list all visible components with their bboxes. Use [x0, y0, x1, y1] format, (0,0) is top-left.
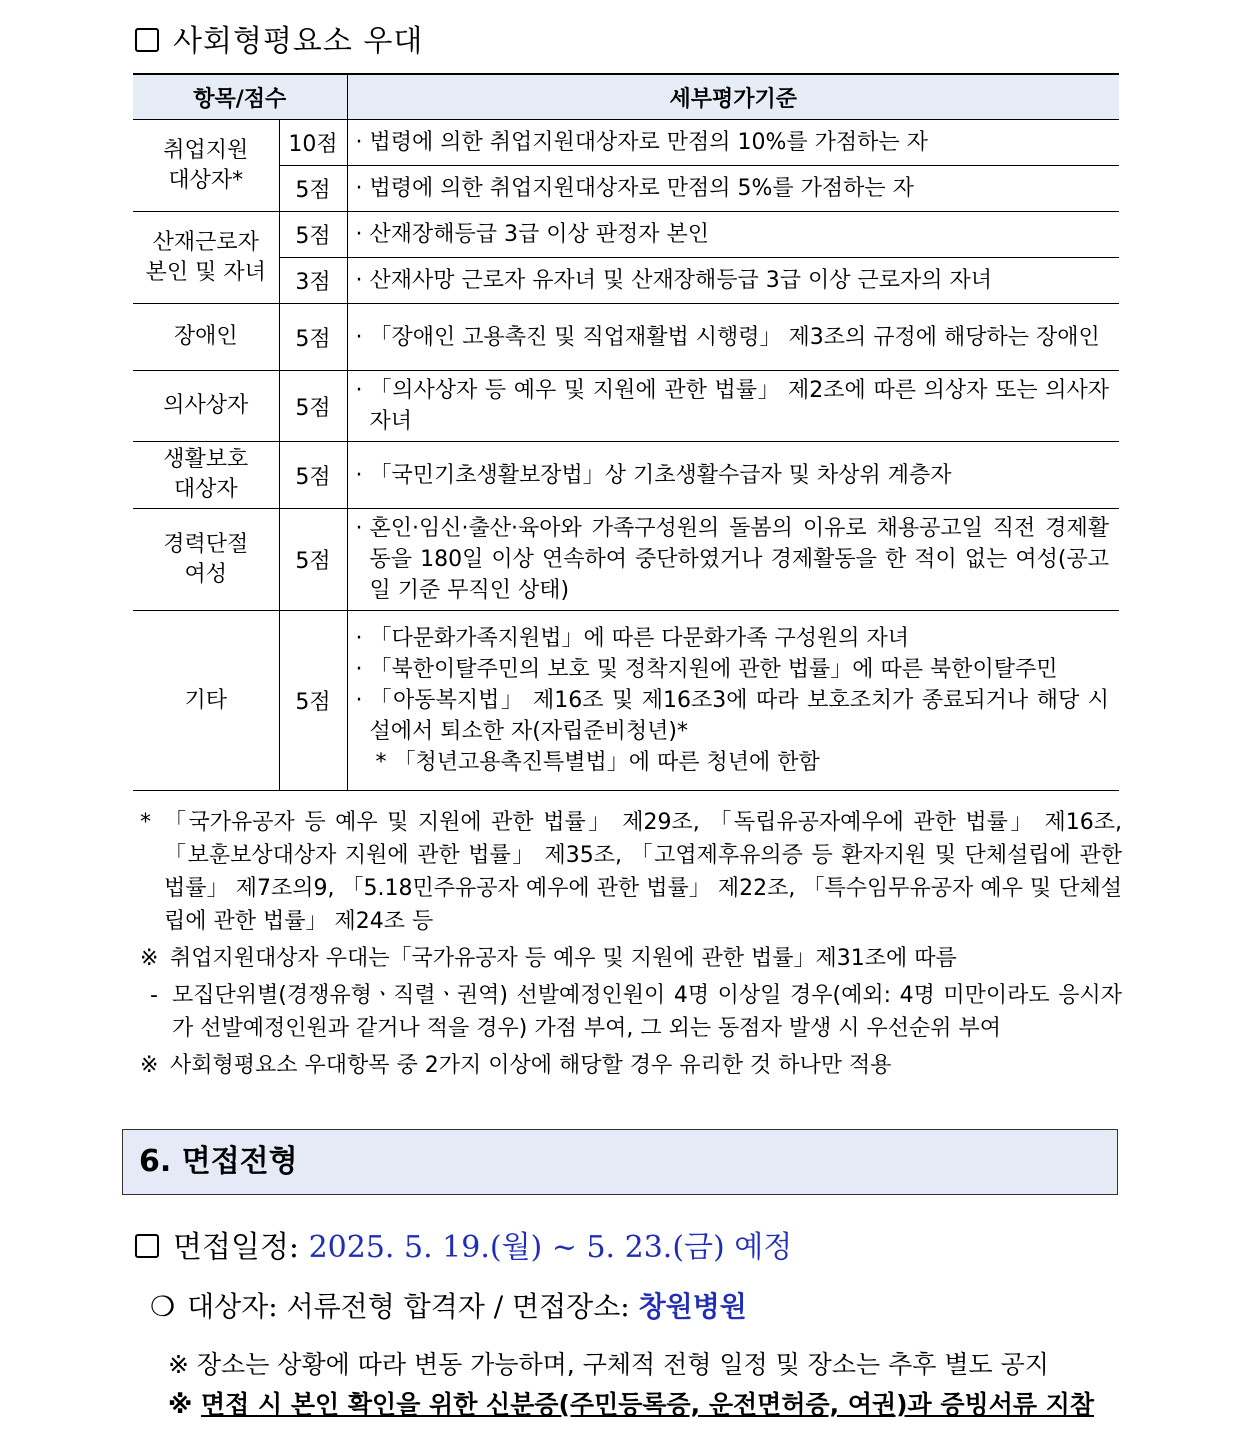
note-ref2: ※ 사회형평요소 우대항목 중 2가지 이상에 해당할 경우 유리한 것 하나만 적용: [140, 1053, 892, 1078]
row-points: 5점: [279, 371, 347, 442]
table-row: [133, 166, 1119, 212]
row-category: 생활보호 대상자: [133, 442, 279, 509]
row-category: 취업지원 대상자*: [133, 120, 279, 212]
row-points: 3점: [279, 258, 347, 304]
row-points: 5점: [279, 212, 347, 258]
row-criteria: · 산재사망 근로자 유자녀 및 산재장해등급 3급 이상 근로자의 자녀: [347, 258, 1119, 304]
notes: [140, 806, 1122, 1082]
header-criteria: 세부평가기준: [347, 74, 1119, 120]
subnote: * 「청년고용촉진특별법」에 따른 청년에 한함: [375, 750, 820, 775]
row-points: 5점: [279, 611, 347, 791]
table-row: [133, 258, 1119, 304]
table-row: [133, 371, 1119, 442]
row-category: 장애인: [133, 304, 279, 371]
row-criteria: · 「장애인 고용촉진 및 직업재활법 시행령」 제3조의 규정에 해당하는 장애인: [347, 304, 1119, 371]
interview-target: [150, 1285, 747, 1325]
interview-schedule: [135, 1222, 792, 1266]
target-label: 대상자: 서류전형 합격자 / 면접장소:: [187, 1290, 630, 1323]
criteria-table: [133, 73, 1119, 791]
row-category: 기타: [133, 611, 279, 791]
row-criteria: · 「국민기초생활보장법」상 기초생활수급자 및 차상위 계층자: [347, 442, 1119, 509]
row-category: 산재근로자 본인 및 자녀: [133, 212, 279, 304]
note-dash: - 모집단위별(경쟁유형ㆍ직렬ㆍ권역) 선발예정인원이 4명 이상일 경우(예외: 4명 미만이라도 응시자가 선발예정인원과 같거나 적을 경우) 가점 부여, 그 외는 동점자 발생 시 우선순위 부여: [150, 983, 1122, 1041]
footnote-star: * 「국가유공자 등 예우 및 지원에 관한 법률」 제29조, 「독립유공자예우에 관한 법률」 제16조, 「보훈보상대상자 지원에 관한 법률」 제35조, 「고엽제후유의증 등 환자지원 및 단체설립에 관한 법률」 제7조의9, 「5.18민주유공자 예우에 관한 법률」 제22조, 「특수임무유공자 예우 및 단체설립에 관한 법률」 제24조 등: [140, 810, 1122, 934]
section-6-title: 6. 면접전형: [122, 1129, 1118, 1195]
checkbox-square-icon: [135, 28, 159, 52]
checkbox-square-icon: [135, 1234, 159, 1258]
table-row: [133, 611, 1119, 791]
table-header-row: [133, 74, 1119, 120]
row-points: 5점: [279, 304, 347, 371]
table-row: [133, 509, 1119, 611]
interview-label: 면접일정:: [173, 1230, 300, 1265]
interview-footnote-1: ※ 장소는 상황에 따라 변동 가능하며, 구체적 전형 일정 및 장소는 추후 별도 공지: [168, 1350, 1049, 1379]
table-row: [133, 304, 1119, 371]
row-criteria: · 「의사상자 등 예우 및 지원에 관한 법률」 제2조에 따른 의상자 또는 의사자 자녀: [347, 371, 1119, 442]
row-points: 5점: [279, 509, 347, 611]
interview-date: 2025. 5. 19.(월) ~ 5. 23.(금) 예정: [308, 1230, 793, 1265]
circle-bullet-icon: ❍: [150, 1290, 176, 1323]
row-category: 경력단절 여성: [133, 509, 279, 611]
row-criteria: · 법령에 의한 취업지원대상자로 만점의 5%를 가점하는 자: [347, 166, 1119, 212]
row-criteria: · 법령에 의한 취업지원대상자로 만점의 10%를 가점하는 자: [347, 120, 1119, 166]
note-ref1: ※ 취업지원대상자 우대는「국가유공자 등 예우 및 지원에 관한 법률」제31조에 따름: [140, 946, 957, 971]
section-heading-text: 사회형평요소 우대: [173, 24, 424, 59]
row-points: 10점: [279, 120, 347, 166]
row-criteria: · 산재장해등급 3급 이상 판정자 본인: [347, 212, 1119, 258]
interview-footnote-2: ※ 면접 시 본인 확인을 위한 신분증(주민등록증, 운전면허증, 여권)과 증빙서류 지참: [168, 1390, 1095, 1419]
section-heading: [135, 16, 423, 60]
row-points: 5점: [279, 166, 347, 212]
row-criteria: · 「다문화가족지원법」에 따른 다문화가족 구성원의 자녀 · 「북한이탈주민의 보호 및 정착지원에 관한 법률」에 따른 북한이탈주민 · 「아동복지법」 제16조 및 제16조3에 따라 보호조치가 종료되거나 해당 시설에서 퇴소한 자(자립준비청년)* * 「청년고용촉진특별법」에 따른 청년에 한함: [347, 611, 1119, 791]
header-category-points: 항목/점수: [133, 74, 347, 120]
table-row: [133, 120, 1119, 166]
table-row: [133, 442, 1119, 509]
interview-place: 창원병원: [638, 1290, 747, 1323]
row-criteria: · 혼인·임신·출산·육아와 가족구성원의 돌봄의 이유로 채용공고일 직전 경제활동을 180일 이상 연속하여 중단하였거나 경제활동을 한 적이 없는 여성(공고일 기준 무직인 상태): [347, 509, 1119, 611]
row-category: 의사상자: [133, 371, 279, 442]
table-row: [133, 212, 1119, 258]
row-points: 5점: [279, 442, 347, 509]
